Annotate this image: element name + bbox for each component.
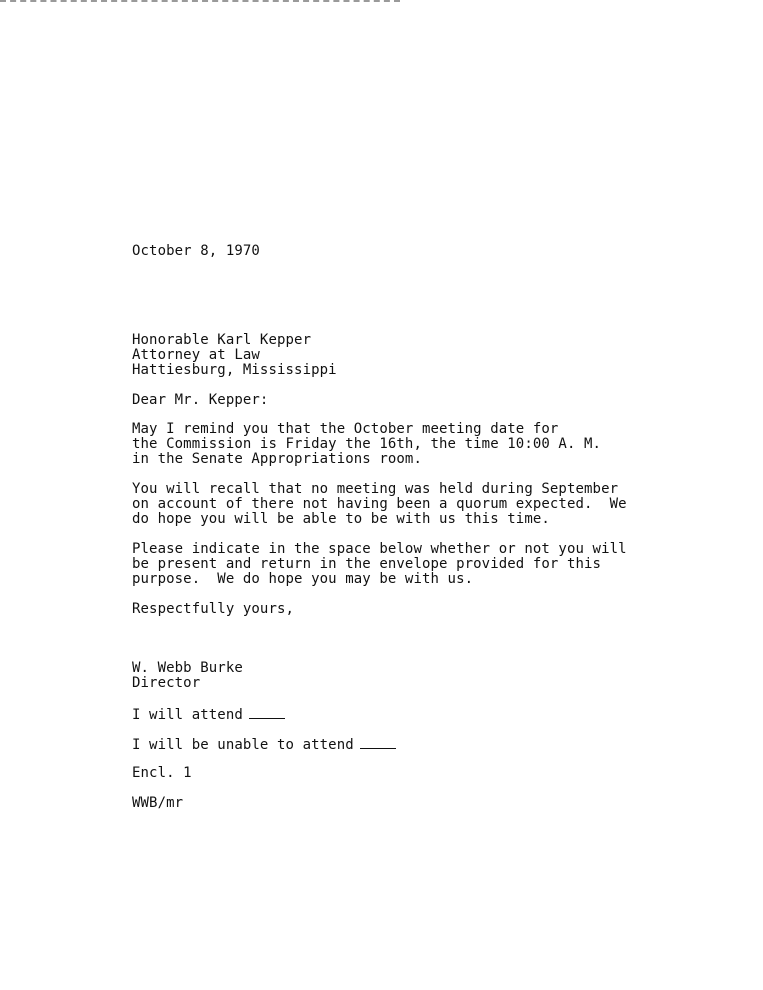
perforation-edge bbox=[0, 0, 400, 2]
enclosure-note: Encl. 1 bbox=[132, 765, 192, 781]
paragraph3-line: be present and return in the envelope provided for this bbox=[132, 556, 602, 572]
paragraph2-line: You will recall that no meeting was held during September bbox=[132, 481, 619, 497]
signer-title: Director bbox=[132, 675, 201, 691]
typist-initials: WWB/mr bbox=[132, 795, 184, 811]
closing: Respectfully yours, bbox=[132, 601, 295, 617]
attend-blank bbox=[249, 706, 285, 719]
attend-label: I will attend bbox=[132, 707, 243, 723]
unable-blank bbox=[360, 736, 396, 749]
recipient-location: Hattiesburg, Mississippi bbox=[132, 362, 337, 378]
salutation: Dear Mr. Kepper: bbox=[132, 392, 269, 408]
unable-option bbox=[132, 736, 396, 753]
signer-name: W. Webb Burke bbox=[132, 660, 243, 676]
unable-label: I will be unable to attend bbox=[132, 737, 354, 753]
paragraph2-line: do hope you will be able to be with us this time. bbox=[132, 511, 550, 527]
paragraph3-line: Please indicate in the space below whether or not you will bbox=[132, 541, 627, 557]
paragraph1-line: in the Senate Appropriations room. bbox=[132, 451, 422, 467]
recipient-title: Attorney at Law bbox=[132, 347, 260, 363]
paragraph2-line: on account of there not having been a quorum expected. We bbox=[132, 496, 627, 512]
paragraph3-line: purpose. We do hope you may be with us. bbox=[132, 571, 474, 587]
paragraph1-line: the Commission is Friday the 16th, the time 10:00 A. M. bbox=[132, 436, 602, 452]
paragraph1-line: May I remind you that the October meeting date for bbox=[132, 421, 559, 437]
letter-date: October 8, 1970 bbox=[132, 243, 260, 259]
recipient-name: Honorable Karl Kepper bbox=[132, 332, 312, 348]
attend-option bbox=[132, 706, 285, 723]
